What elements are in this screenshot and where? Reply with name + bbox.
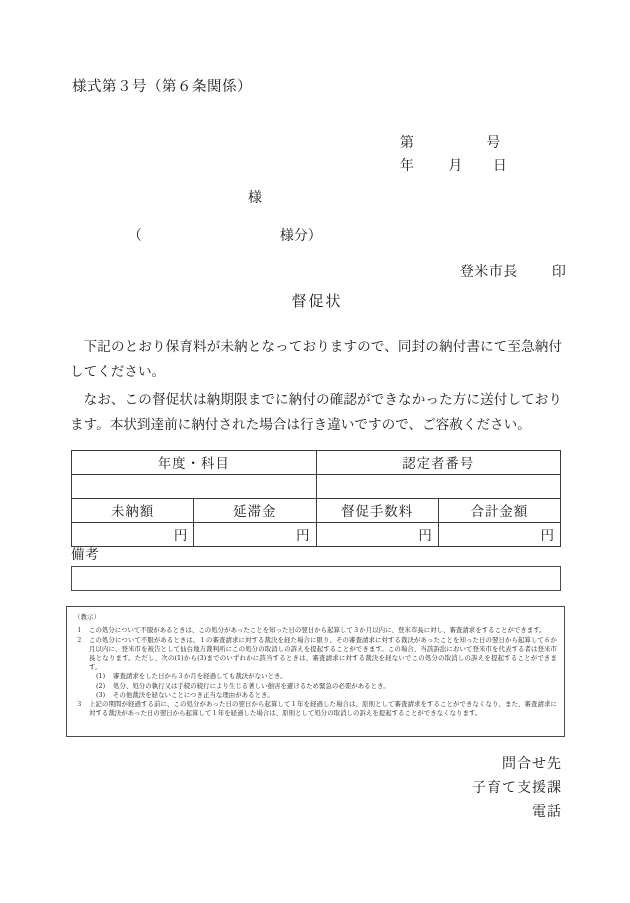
instructions-subitem-2-number: (2) bbox=[96, 681, 106, 690]
table-row bbox=[72, 499, 561, 523]
instructions-subitem-3-number: (3) bbox=[96, 690, 106, 699]
remarks-label: 備考 bbox=[71, 548, 100, 563]
value-unpaid-amount[interactable]: 円 bbox=[72, 523, 194, 547]
instructions-box bbox=[66, 606, 565, 737]
contact-block bbox=[330, 752, 562, 824]
value-certification-number[interactable] bbox=[316, 475, 561, 499]
instructions-subitem-1 bbox=[74, 672, 557, 681]
issuer-line bbox=[440, 251, 566, 293]
header-total-amount: 合計金額 bbox=[438, 499, 560, 523]
document-date-line bbox=[380, 145, 560, 187]
page-title: 督促状 bbox=[291, 292, 343, 310]
instructions-item-2-number: ２ bbox=[76, 635, 83, 644]
header-demand-fee: 督促手数料 bbox=[316, 499, 438, 523]
remarks-input[interactable] bbox=[71, 566, 561, 591]
instructions-item-1 bbox=[74, 626, 557, 635]
addressee-sub-text: 様分） bbox=[279, 228, 322, 244]
value-total-amount[interactable]: 円 bbox=[438, 523, 560, 547]
value-delinquency-charge[interactable]: 円 bbox=[194, 523, 316, 547]
instructions-item-3-text: 上記の期間が経過する前に、この処分があった日の翌日から起算して１年を経過した場合は、原則として審査請求をすることができなくなり、また、審査請求に対する裁決があった日の翌日から起算して１年を経過した場合は、原則として処分の取消しの訴えを提起することができなくなります。 bbox=[89, 699, 557, 717]
instructions-item-1-text: この処分について不服があるときは、この処分があったことを知った日の翌日から起算して３か月以内に、登米市長に対し、審査請求をすることができます。 bbox=[89, 626, 546, 634]
instructions-item-2 bbox=[74, 636, 557, 672]
document-number-prefix: 第 bbox=[399, 135, 415, 151]
instructions-subitem-3 bbox=[74, 691, 557, 700]
instructions-subitem-1-text: 審査請求をした日から３か月を経過しても裁決がないとき。 bbox=[113, 672, 287, 681]
body-text bbox=[70, 335, 562, 441]
instructions-item-1-number: １ bbox=[76, 626, 83, 634]
contact-label: 問合せ先 bbox=[502, 756, 562, 772]
form-number: 様式第３号（第６条関係） bbox=[72, 79, 252, 95]
instructions-title: （教示） bbox=[74, 613, 101, 621]
table-row bbox=[72, 523, 561, 547]
addressee-paren-open: （ bbox=[127, 228, 142, 244]
date-month-label: 月 bbox=[448, 158, 463, 174]
addressee-honorific: 様 bbox=[248, 190, 262, 206]
instructions-subitem-3-text: その他裁決を経ないことにつき正当な理由があるとき。 bbox=[113, 690, 274, 699]
header-unpaid-amount: 未納額 bbox=[72, 499, 194, 523]
contact-phone-label: 電話 bbox=[532, 804, 562, 820]
header-fiscal-year-item: 年度・科目 bbox=[72, 451, 317, 475]
body-paragraph-1: 下記のとおり保育料が未納となっておりますので、同封の納付書にて至急納付してください。 bbox=[70, 339, 562, 380]
instructions-item-3-number: ３ bbox=[76, 699, 83, 708]
table-row bbox=[72, 451, 561, 475]
seal-mark: 印 bbox=[551, 264, 567, 280]
instructions-subitem-1-number: (1) bbox=[96, 672, 106, 681]
body-paragraph-2: なお、この督促状は納期限までに納付の確認ができなかった方に送付しております。本状到達前に納付された場合は行き違いですので、ご容赦ください。 bbox=[70, 392, 562, 433]
document-number-suffix: 号 bbox=[486, 135, 501, 151]
amounts-table bbox=[71, 450, 561, 547]
value-demand-fee[interactable]: 円 bbox=[316, 523, 438, 547]
table-row bbox=[72, 475, 561, 499]
header-delinquency-charge: 延滞金 bbox=[194, 499, 316, 523]
instructions-item-3 bbox=[74, 700, 557, 718]
date-year-label: 年 bbox=[399, 158, 415, 174]
instructions-subitem-2 bbox=[74, 682, 557, 691]
value-fiscal-year-item[interactable] bbox=[72, 475, 317, 499]
contact-department: 子育て支援課 bbox=[472, 780, 562, 796]
addressee-sub-line bbox=[110, 215, 322, 257]
header-certification-number: 認定者番号 bbox=[316, 451, 561, 475]
instructions-subitem-2-text: 処分、処分の執行又は手続の続行により生じる著しい損害を避けるため緊急の必要があるとき。 bbox=[113, 681, 390, 690]
issuer-name: 登米市長 bbox=[459, 264, 518, 280]
instructions-item-2-text: この処分について不服があるときは、１の審査請求に対する裁決を経た場合に限り、その審査請求に対する裁決があったことを知った日の翌日から起算して６か月以内に、登米市を被告として仙台地方裁判所にこの処分の取消しの訴えを提起することができます。この場合、当該訴訟において登米市を代表する者は登米市長となります。ただし、次の(1)から(3)までのいずれかに該当するときは、審査請求に対する裁決を経ないでこの処分の取消しの訴えを提起することができます。 bbox=[89, 635, 557, 671]
date-day-label: 日 bbox=[492, 158, 508, 174]
